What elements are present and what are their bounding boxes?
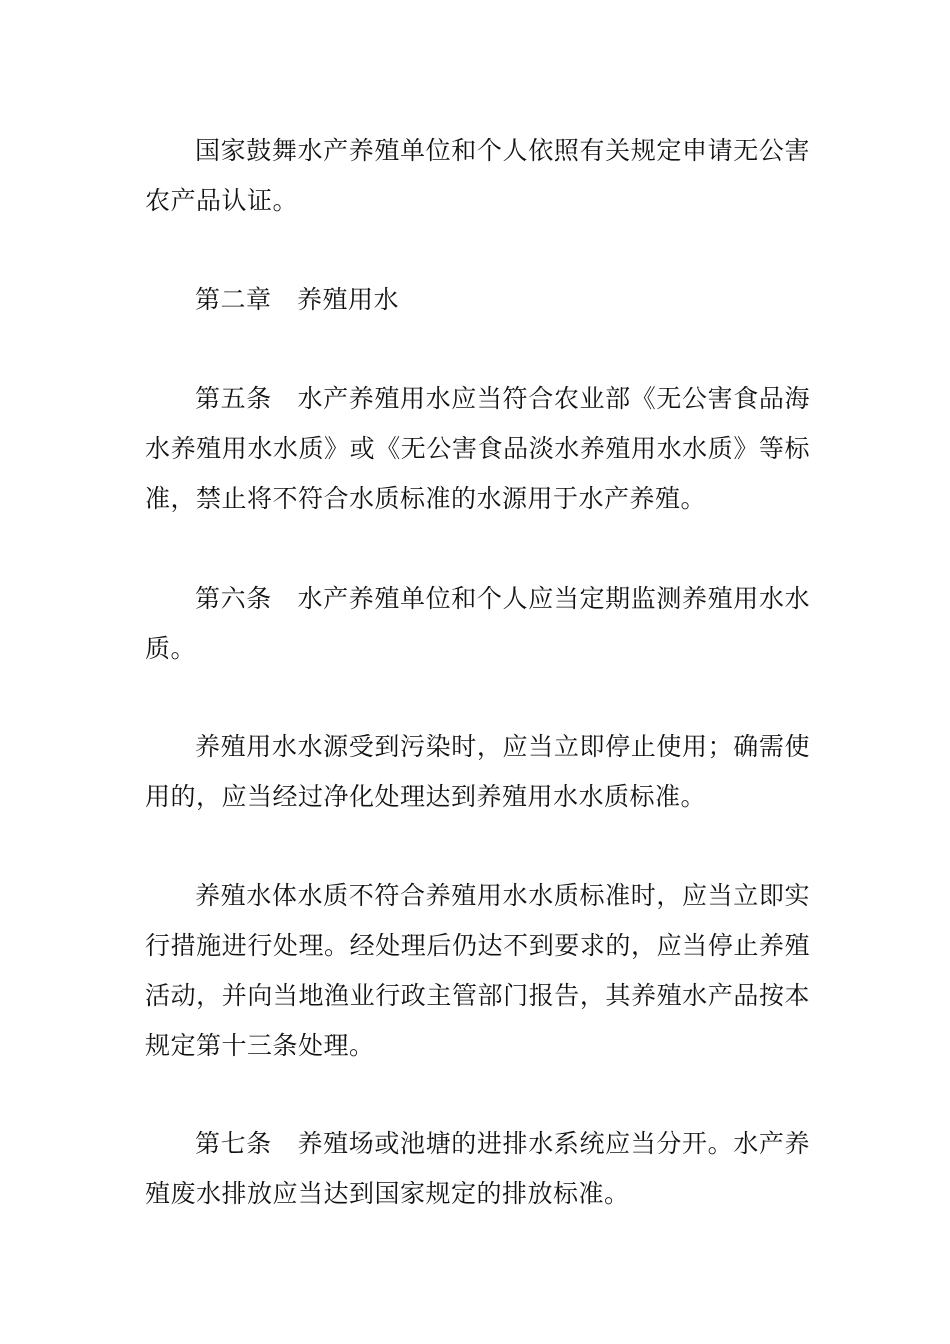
article-5: 第五条 水产养殖用水应当符合农业部《无公害食品海水养殖用水水质》或《无公害食品淡水养殖用水水质》等标准，禁止将不符合水质标准的水源用于水产养殖。 [145, 384, 810, 513]
paragraph-water-quality: 养殖水体水质不符合养殖用水水质标准时，应当立即实行措施进行处理。经处理后仍达不到要求的，应当停止养殖活动，并向当地渔业行政主管部门报告，其养殖水产品按本规定第十三条处理。 [145, 881, 810, 1060]
paragraph-pollution: 养殖用水水源受到污染时，应当立即停止使用；确需使用的，应当经过净化处理达到养殖用水水质标准。 [145, 732, 810, 811]
article-7: 第七条 养殖场或池塘的进排水系统应当分开。水产养殖废水排放应当达到国家规定的排放标准。 [145, 1129, 810, 1208]
paragraph-certification: 国家鼓舞水产养殖单位和个人依照有关规定申请无公害农产品认证。 [145, 136, 810, 215]
chapter-heading: 第二章 养殖用水 [195, 285, 400, 314]
article-6: 第六条 水产养殖单位和个人应当定期监测养殖用水水质。 [145, 584, 810, 663]
